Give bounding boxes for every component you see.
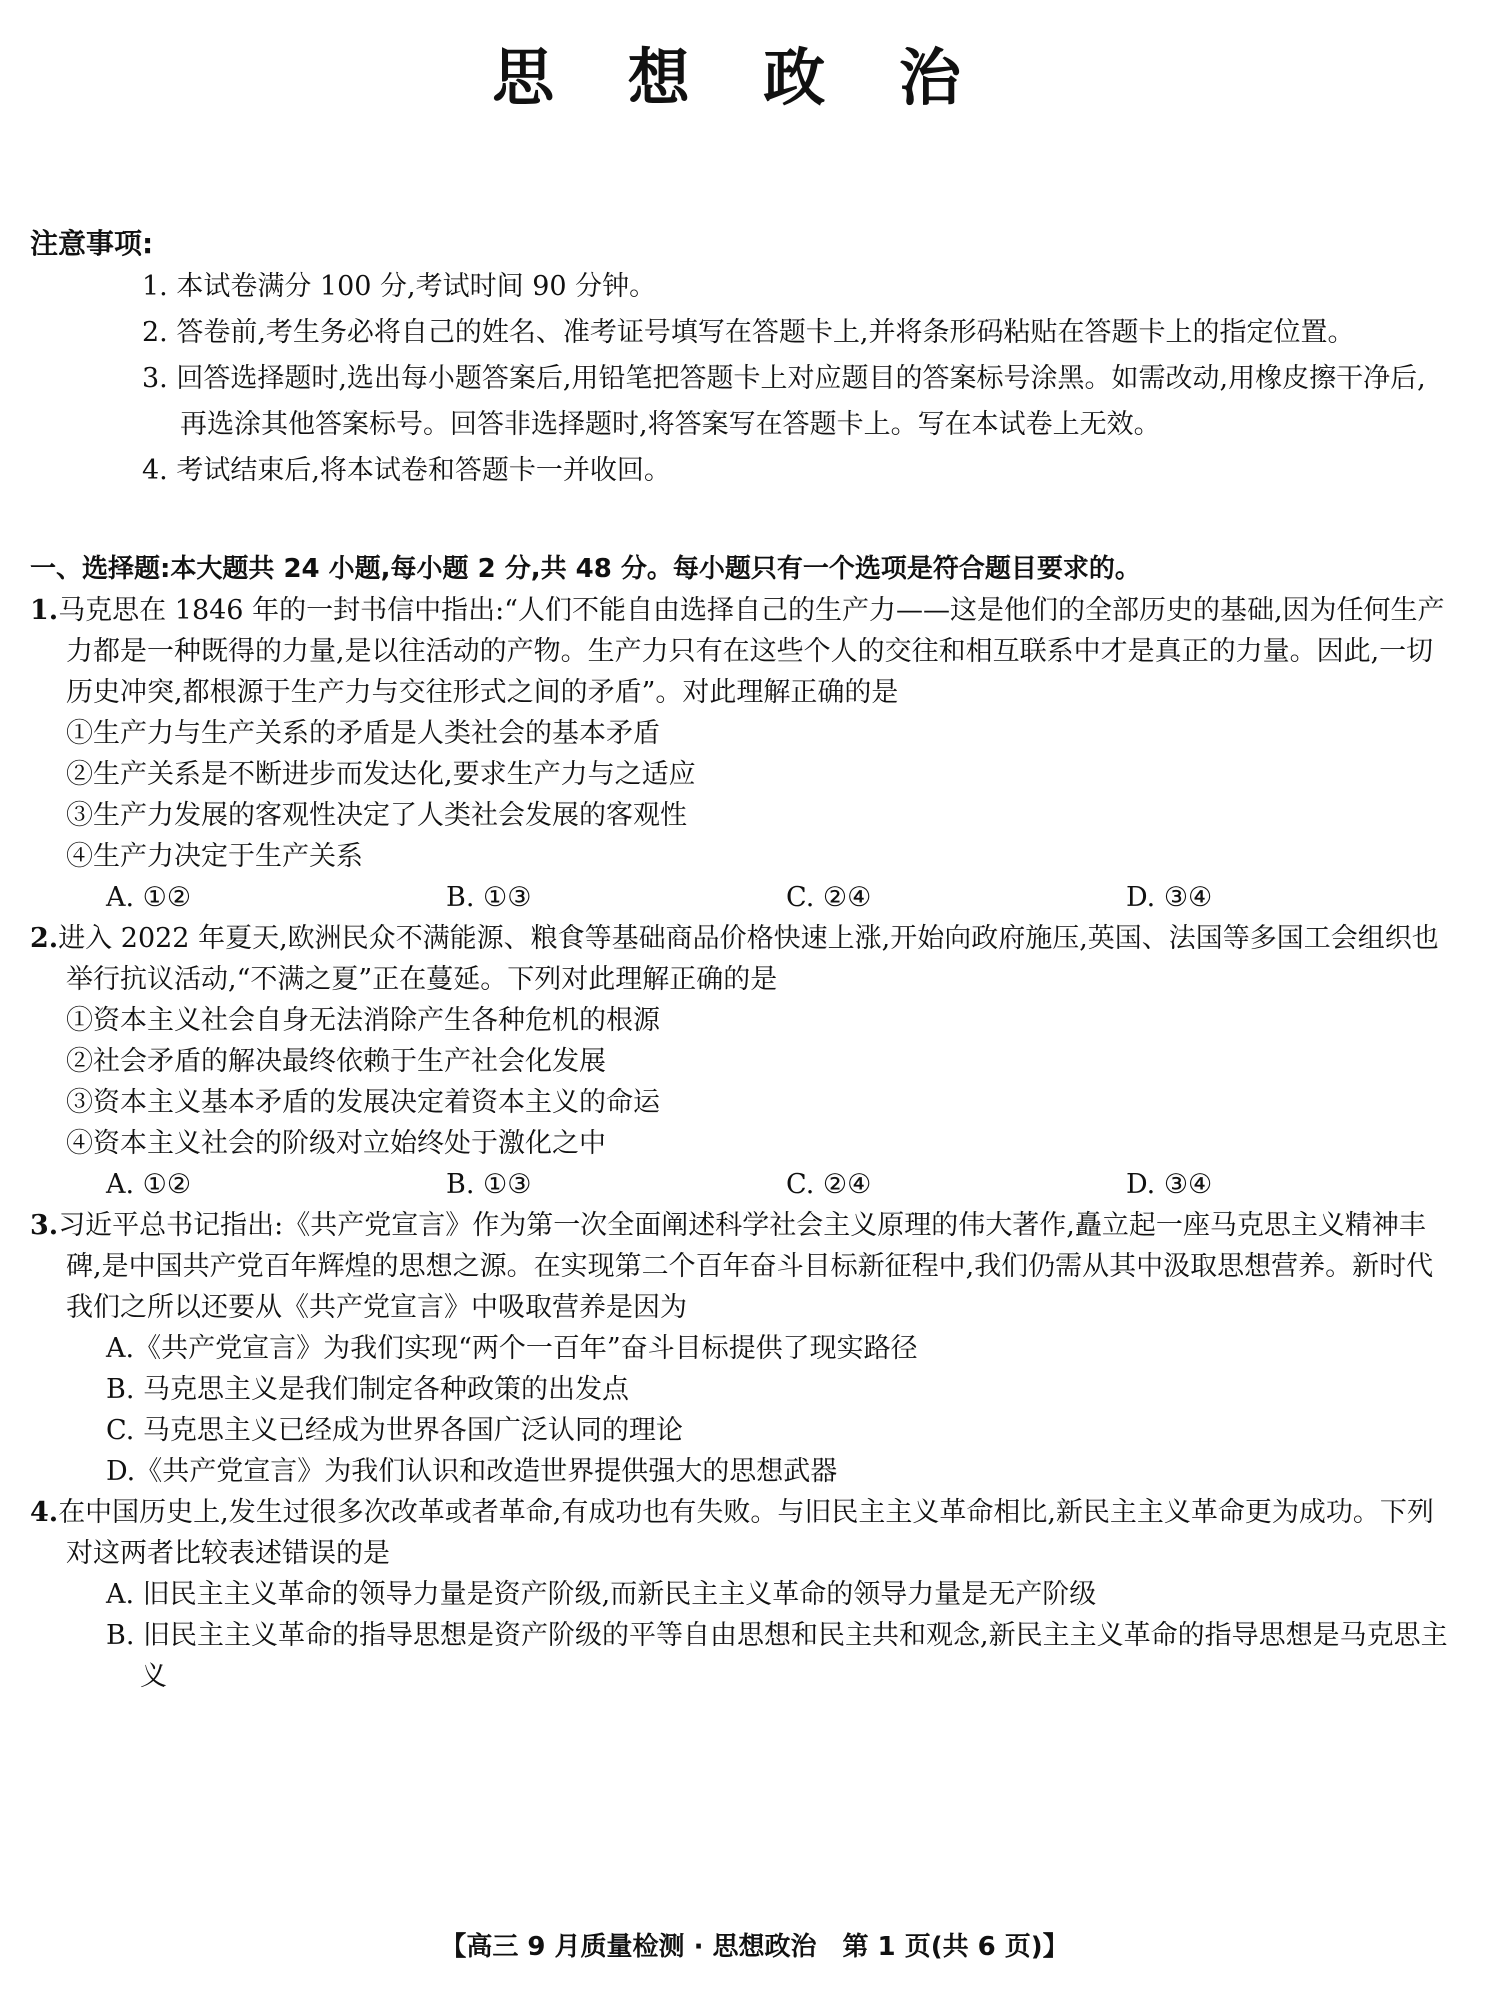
page-title: 思 想 政 治	[492, 41, 987, 114]
question-2	[30, 918, 1449, 1205]
option-d: D.《共产党宣言》为我们认识和改造世界提供强大的思想武器	[106, 1456, 838, 1487]
statement: ②生产关系是不断进步而发达化,要求生产力与之适应	[66, 759, 696, 790]
choice-b: B. ①③	[446, 882, 532, 913]
option-b: B. 马克思主义是我们制定各种政策的出发点	[106, 1374, 630, 1405]
question-1	[30, 590, 1449, 918]
option-a: A. 旧民主主义革命的领导力量是资产阶级,而新民主主义革命的领导力量是无产阶级	[106, 1579, 1097, 1610]
question-3	[30, 1205, 1449, 1492]
choice-d: D. ③④	[1126, 882, 1213, 913]
choice-a: A. ①②	[106, 882, 192, 913]
question-stem	[30, 918, 1449, 1000]
choice-d: D. ③④	[1126, 1169, 1213, 1200]
statement: ③资本主义基本矛盾的发展决定着资本主义的命运	[66, 1087, 660, 1118]
question-4	[30, 1492, 1449, 1697]
question-number: 3.	[30, 1210, 59, 1241]
question-text: 习近平总书记指出:《共产党宣言》作为第一次全面阐述科学社会主义原理的伟大著作,矗立起一座马克思主义精神丰碑,是中国共产党百年辉煌的思想之源。在实现第二个百年奋斗目标新征程中,我们仍需从其中汲取思想营养。新时代我们之所以还要从《共产党宣言》中吸取营养是因为	[58, 1210, 1434, 1323]
question-number: 1.	[30, 595, 59, 626]
statement: ①生产力与生产关系的矛盾是人类社会的基本矛盾	[66, 718, 660, 749]
section-title: 一、选择题:本大题共 24 小题,每小题 2 分,共 48 分。每小题只有一个选项是符合题目要求的。	[30, 554, 1141, 584]
question-stem	[30, 1492, 1449, 1574]
option-b: B. 旧民主主义革命的指导思想是资产阶级的平等自由思想和民主共和观念,新民主主义革命的指导思想是马克思主义	[106, 1620, 1448, 1692]
notice-heading: 注意事项:	[30, 227, 154, 260]
notice-block	[30, 224, 1449, 494]
question-stem	[30, 590, 1449, 713]
notice-item: 4. 考试结束后,将本试卷和答题卡一并收回。	[142, 455, 671, 486]
notice-item: 1. 本试卷满分 100 分,考试时间 90 分钟。	[142, 271, 657, 302]
choice-b: B. ①③	[446, 1169, 532, 1200]
statement: ③生产力发展的客观性决定了人类社会发展的客观性	[66, 800, 687, 831]
question-text: 进入 2022 年夏天,欧洲民众不满能源、粮食等基础商品价格快速上涨,开始向政府施压,英国、法国等多国工会组织也举行抗议活动,“不满之夏”正在蔓延。下列对此理解正确的是	[58, 923, 1439, 995]
option-c: C. 马克思主义已经成为世界各国广泛认同的理论	[106, 1415, 683, 1446]
notice-item: 2. 答卷前,考生务必将自己的姓名、准考证号填写在答题卡上,并将条形码粘贴在答题卡上的指定位置。	[142, 317, 1355, 348]
choice-row	[30, 1164, 1449, 1205]
notice-item: 3. 回答选择题时,选出每小题答案后,用铅笔把答题卡上对应题目的答案标号涂黑。如需改动,用橡皮擦干净后,再选涂其他答案标号。回答非选择题时,将答案写在答题卡上。写在本试卷上无效。	[142, 363, 1426, 440]
question-text: 马克思在 1846 年的一封书信中指出:“人们不能自由选择自己的生产力——这是他们的全部历史的基础,因为任何生产力都是一种既得的力量,是以往活动的产物。生产力只有在这些个人的交往和相互联系中才是真正的力量。因此,一切历史冲突,都根源于生产力与交往形式之间的矛盾”。对此理解正确的是	[58, 595, 1445, 708]
question-stem	[30, 1205, 1449, 1328]
choice-a: A. ①②	[106, 1169, 192, 1200]
statement: ①资本主义社会自身无法消除产生各种危机的根源	[66, 1005, 660, 1036]
option-a: A.《共产党宣言》为我们实现“两个一百年”奋斗目标提供了现实路径	[106, 1333, 918, 1364]
choice-c: C. ②④	[786, 1169, 872, 1200]
question-text: 在中国历史上,发生过很多次改革或者革命,有成功也有失败。与旧民主主义革命相比,新民主主义革命更为成功。下列对这两者比较表述错误的是	[58, 1497, 1434, 1569]
statement: ④生产力决定于生产关系	[66, 841, 363, 872]
choice-row	[30, 877, 1449, 918]
page-footer: 【高三 9 月质量检测 · 思想政治 第 1 页(共 6 页)】	[440, 1932, 1069, 1962]
question-number: 2.	[30, 923, 59, 954]
choice-c: C. ②④	[786, 882, 872, 913]
statement: ②社会矛盾的解决最终依赖于生产社会化发展	[66, 1046, 606, 1077]
question-number: 4.	[30, 1497, 59, 1528]
statement: ④资本主义社会的阶级对立始终处于激化之中	[66, 1128, 606, 1159]
